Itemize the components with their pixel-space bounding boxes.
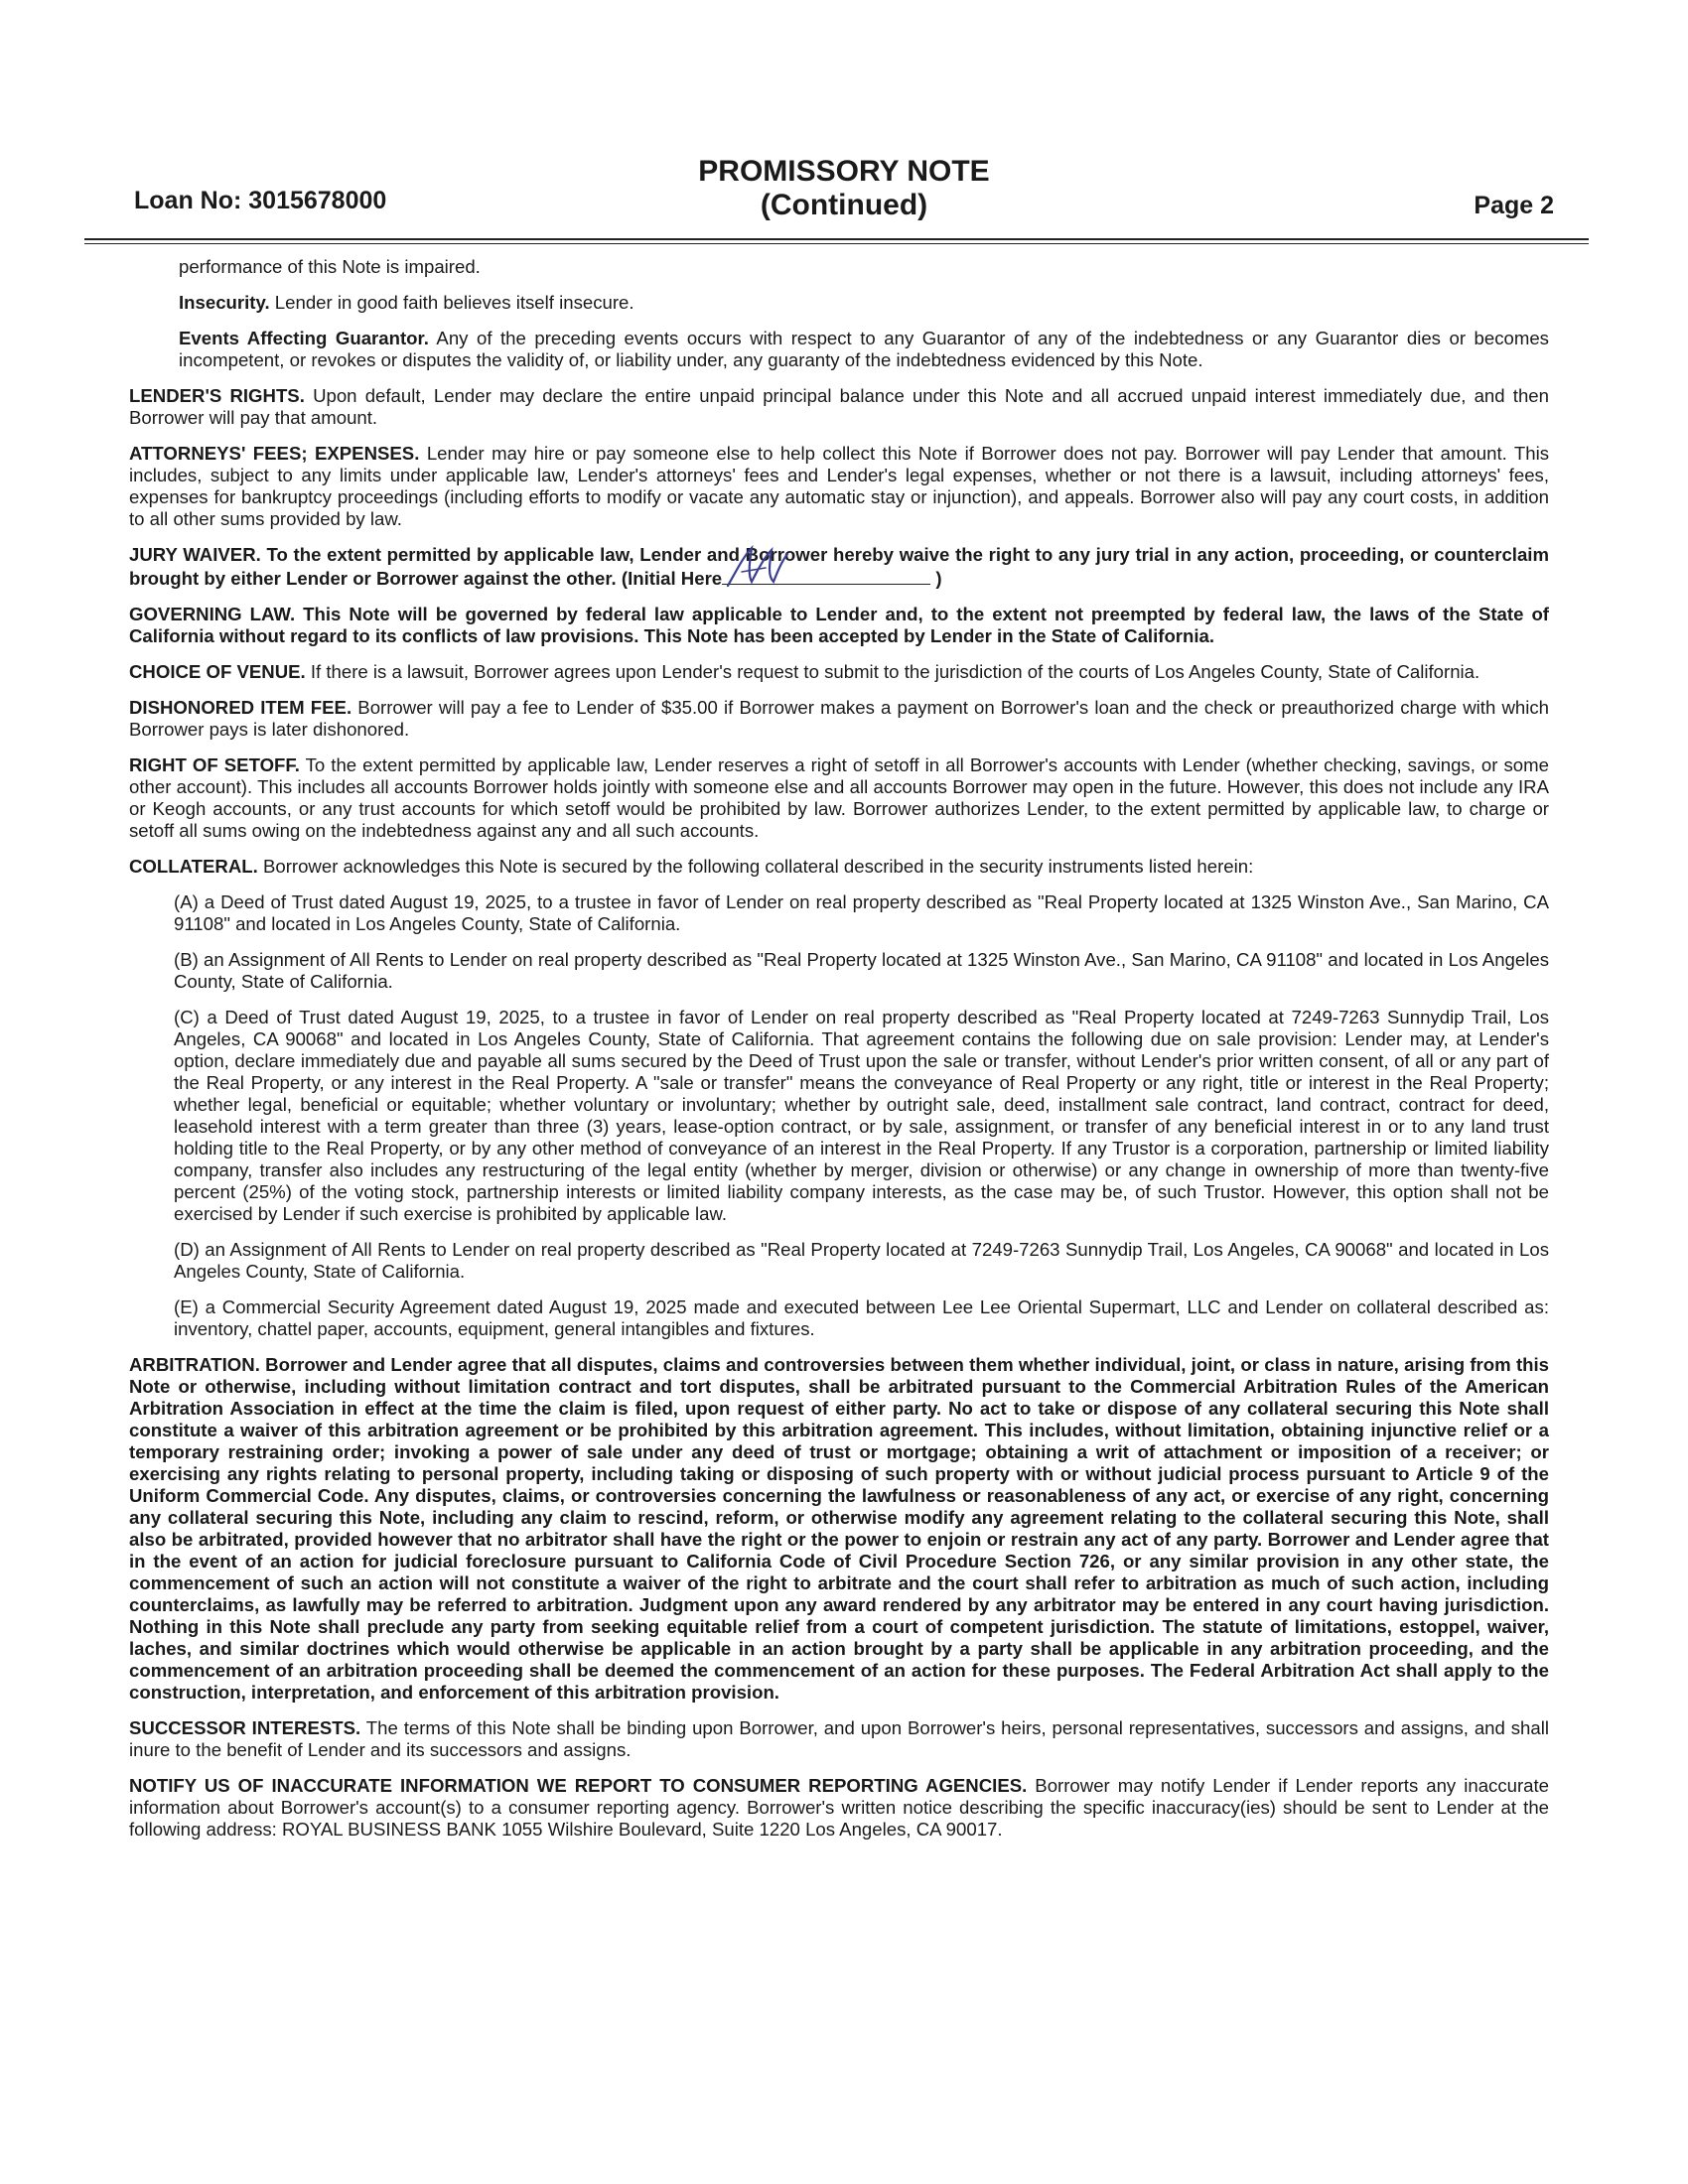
notify-heading: NOTIFY US OF INACCURATE INFORMATION WE REPORT TO CONSUMER REPORTING AGENCIES.: [129, 1775, 1028, 1796]
jury-waiver-heading: JURY WAIVER.: [129, 544, 261, 565]
document-body: [129, 256, 1549, 1854]
collateral-item-b: (B) an Assignment of All Rents to Lender on real property described as "Real Property located at 1325 Winston Ave., San Marino, CA 91108" and located in Los Angeles County, State of California.: [174, 949, 1549, 992]
governing-law-heading: GOVERNING LAW.: [129, 604, 296, 624]
impaired-paragraph: performance of this Note is impaired.: [179, 256, 481, 277]
handwritten-initials-icon: [722, 542, 791, 592]
collateral-paragraph: [129, 856, 1549, 878]
right-of-setoff-paragraph: [129, 754, 1549, 842]
right-of-setoff-heading: RIGHT OF SETOFF.: [129, 754, 300, 775]
arbitration-text: Borrower and Lender agree that all disputes, claims and controversies between them whether individual, joint, or class in nature, arising from this Note or otherwise, including without limitation contract and tort disputes, shall be arbitrated pursuant to the Commercial Arbitration Rules of the American Arbitration Association in effect at the time the claim is filed, upon request of either party. No act to take or dispose of any collateral securing this Note shall constitute a waiver of this arbitration agreement or be prohibited by this arbitration agreement. This includes, without limitation, obtaining injunctive relief or a temporary restraining order; invoking a power of sale under any deed of trust or mortgage; obtaining a writ of attachment or imposition of a receiver; or exercising any rights relating to personal property, including taking or disposing of such property with or without judicial process pursuant to Article 9 of the Uniform Commercial Code. Any disputes, claims, or controversies concerning the lawfulness or reasonableness of any act, or exercise of any right, concerning any collateral securing this Note, including any claim to rescind, reform, or otherwise modify any agreement relating to the collateral securing this Note, shall also be arbitrated, provided however that no arbitrator shall have the right or the power to enjoin or restrain any act of any party. Borrower and Lender agree that in the event of an action for judicial foreclosure pursuant to California Code of Civil Procedure Section 726, or any similar provision in any other state, the commencement of such an action will not constitute a waiver of the right to arbitrate and the court shall refer to arbitration as much of such action, including counterclaims, as lawfully may be referred to arbitration. Judgment upon any award rendered by any arbitrator may be entered in any court having jurisdiction. Nothing in this Note shall preclude any party from seeking equitable relief from a court of competent jurisdiction. The statute of limitations, estoppel, waiver, laches, and similar doctrines which would otherwise be applicable in an action brought by a party shall be applicable in any arbitration proceeding, and the commencement of an arbitration proceeding shall be deemed the commencement of an action for these purposes. The Federal Arbitration Act shall apply to the construction, interpretation, and enforcement of this arbitration provision.: [129, 1354, 1549, 1703]
lenders-rights-text: Upon default, Lender may declare the entire unpaid principal balance under this Note and all accrued unpaid interest immediately due, and then Borrower will pay that amount.: [129, 385, 1549, 428]
header-divider-thin: [84, 243, 1589, 244]
document-title: [0, 155, 1688, 222]
insecurity-text: Lender in good faith believes itself insecure.: [269, 292, 634, 313]
collateral-item-a: (A) a Deed of Trust dated August 19, 2025, to a trustee in favor of Lender on real property described as "Real Property located at 1325 Winston Ave., San Marino, CA 91108" and located in Los Angeles County, State of California.: [174, 891, 1549, 934]
attorneys-fees-heading: ATTORNEYS' FEES; EXPENSES.: [129, 443, 420, 464]
collateral-item-e: (E) a Commercial Security Agreement dated August 19, 2025 made and executed between Lee Lee Oriental Supermart, LLC and Lender on collateral described as: inventory, chattel paper, accounts, equipment, general intangibles and fixtures.: [174, 1297, 1549, 1339]
initials-field[interactable]: [722, 566, 930, 585]
jury-waiver-paragraph: [129, 544, 1549, 590]
choice-of-venue-paragraph: [129, 661, 1549, 683]
insecurity-heading: Insecurity.: [179, 292, 270, 313]
collateral-item-c: (C) a Deed of Trust dated August 19, 2025, to a trustee in favor of Lender on real property described as "Real Property located at 7249-7263 Sunnydip Trail, Los Angeles, CA 90068" and located in Los Angeles County, State of California. That agreement contains the following due on sale provision: Lender may, at Lender's option, declare immediately due and payable all sums secured by the Deed of Trust upon the sale or transfer, without Lender's prior written consent, of all or any part of the Real Property, or any interest in the Real Property. A "sale or transfer" means the conveyance of Real Property or any right, title or interest in the Real Property; whether legal, beneficial or equitable; whether voluntary or involuntary; whether by outright sale, deed, installment sale contract, land contract, contract for deed, leasehold interest with a term greater than three (3) years, lease-option contract, or by sale, assignment, or transfer of any beneficial interest in or to any land trust holding title to the Real Property, or by any other method of conveyance of an interest in the Real Property. If any Trustor is a corporation, partnership or limited liability company, transfer also includes any restructuring of the legal entity (whether by merger, division or otherwise) or any change in ownership of more than twenty-five percent (25%) of the voting stock, partnership interests or limited liability company interests, as the case may be, of such Trustor. However, this option shall not be exercised by Lender if such exercise is prohibited by applicable law.: [174, 1007, 1549, 1224]
governing-law-paragraph: [129, 604, 1549, 647]
collateral-heading: COLLATERAL.: [129, 856, 258, 877]
governing-law-text: This Note will be governed by federal law applicable to Lender and, to the extent not preempted by federal law, the laws of the State of California without regard to its conflicts of law provisions. This Note has been accepted by Lender in the State of California.: [129, 604, 1549, 646]
title-line-1: PROMISSORY NOTE: [698, 155, 990, 188]
attorneys-fees-paragraph: [129, 443, 1549, 530]
collateral-text: Borrower acknowledges this Note is secured by the following collateral described in the security instruments listed herein:: [257, 856, 1254, 877]
lenders-rights-paragraph: [129, 385, 1549, 429]
right-of-setoff-text: To the extent permitted by applicable law, Lender reserves a right of setoff in all Borrower's accounts with Lender (whether checking, savings, or some other account). This includes all accounts Borrower holds jointly with someone else and all accounts Borrower may open in the future. However, this does not include any IRA or Keogh accounts, or any trust accounts for which setoff would be prohibited by law. Borrower authorizes Lender, to the extent permitted by applicable law, to charge or setoff all sums owing on the indebtedness against any and all such accounts.: [129, 754, 1549, 841]
arbitration-paragraph: [129, 1354, 1549, 1704]
header-divider: [84, 238, 1589, 240]
loan-number: Loan No: 3015678000: [134, 187, 387, 214]
jury-waiver-text: To the extent permitted by applicable law, Lender and Borrower hereby waive the right to any jury trial in any action, proceeding, or counterclaim brought by either Lender or Borrower against the other. (Initial Here: [129, 544, 1549, 589]
page-number: Page 2: [1474, 192, 1554, 219]
choice-of-venue-heading: CHOICE OF VENUE.: [129, 661, 306, 682]
jury-waiver-close: ): [930, 568, 942, 589]
title-line-2: (Continued): [760, 189, 928, 221]
notify-text: Borrower may notify Lender if Lender reports any inaccurate information about Borrower's account(s) to a consumer reporting agency. Borrower's written notice describing the specific inaccuracy(ies) should be sent to Lender at the following address: ROYAL BUSINESS BANK 1055 Wilshire Boulevard, Suite 1220 Los Angeles, CA 90017.: [129, 1775, 1550, 1840]
successor-interests-heading: SUCCESSOR INTERESTS.: [129, 1717, 361, 1738]
notify-paragraph: [129, 1775, 1549, 1841]
events-guarantor-text: Any of the preceding events occurs with respect to any Guarantor of any of the indebtedness or any Guarantor dies or becomes incompetent, or revokes or disputes the validity of, or liability under, any guaranty of the indebtedness evidenced by this Note.: [179, 328, 1549, 370]
successor-interests-text: The terms of this Note shall be binding upon Borrower, and upon Borrower's heirs, personal representatives, successors and assigns, and shall inure to the benefit of Lender and its successors and assigns.: [129, 1717, 1549, 1760]
successor-interests-paragraph: [129, 1717, 1549, 1761]
events-guarantor-paragraph: [179, 328, 1549, 371]
insecurity-paragraph: [179, 292, 1549, 314]
lenders-rights-heading: LENDER'S RIGHTS.: [129, 385, 305, 406]
dishonored-item-fee-text: Borrower will pay a fee to Lender of $35.00 if Borrower makes a payment on Borrower's loan and the check or preauthorized charge with which Borrower pays is later dishonored.: [129, 697, 1549, 740]
dishonored-item-fee-heading: DISHONORED ITEM FEE.: [129, 697, 352, 718]
collateral-item-d: (D) an Assignment of All Rents to Lender on real property described as "Real Property located at 7249-7263 Sunnydip Trail, Los Angeles, CA 90068" and located in Los Angeles County, State of California.: [174, 1239, 1549, 1282]
dishonored-item-fee-paragraph: [129, 697, 1549, 741]
arbitration-heading: ARBITRATION.: [129, 1354, 260, 1375]
events-guarantor-heading: Events Affecting Guarantor.: [179, 328, 429, 348]
choice-of-venue-text: If there is a lawsuit, Borrower agrees upon Lender's request to submit to the jurisdiction of the courts of Los Angeles County, State of California.: [305, 661, 1480, 682]
attorneys-fees-text: Lender may hire or pay someone else to help collect this Note if Borrower does not pay. Borrower will pay Lender that amount. This includes, subject to any limits under applicable law, Lender's attorneys' fees and Lender's legal expenses, whether or not there is a lawsuit, including attorneys' fees, expenses for bankruptcy proceedings (including efforts to modify or vacate any automatic stay or injunction), and appeals. Borrower also will pay any court costs, in addition to all other sums provided by law.: [129, 443, 1550, 529]
